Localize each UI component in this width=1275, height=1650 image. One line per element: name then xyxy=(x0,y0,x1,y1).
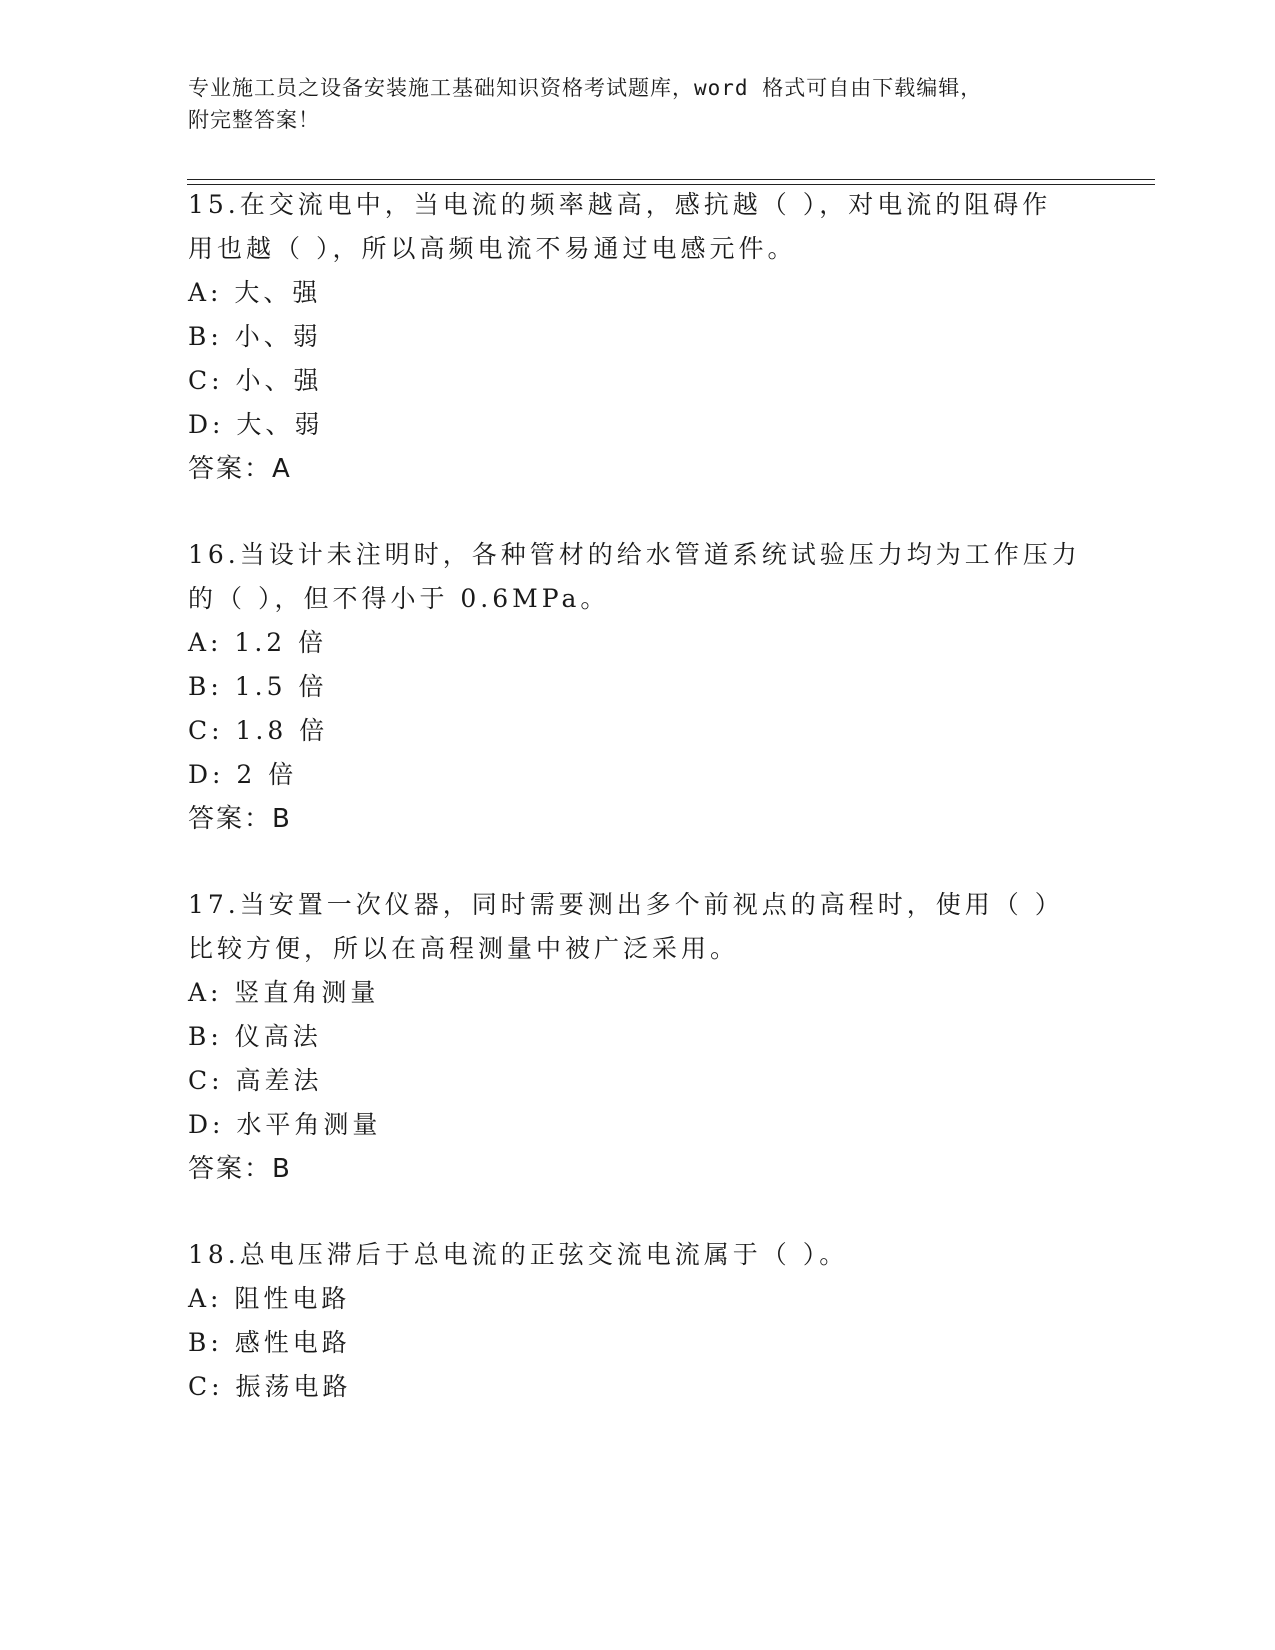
question-18-option-c: C: 振荡电路 xyxy=(188,1372,352,1401)
question-17-option-d: D: 水平角测量 xyxy=(188,1110,382,1139)
question-17-stem-line-1: 17.当安置一次仪器，同时需要测出多个前视点的高程时，使用（ ） xyxy=(188,890,1064,919)
header-divider-top xyxy=(187,179,1155,180)
question-15-option-c: C: 小、强 xyxy=(188,366,323,395)
question-15-option-a: A: 大、强 xyxy=(188,278,322,307)
question-18-option-b: B: 感性电路 xyxy=(188,1328,351,1357)
question-16-answer: 答案：B xyxy=(188,804,292,834)
question-17-option-c: C: 高差法 xyxy=(188,1066,323,1095)
question-17-option-b: B: 仪高法 xyxy=(188,1022,322,1051)
header-divider-bottom xyxy=(187,184,1155,185)
question-16-stem-line-1: 16.当设计未注明时，各种管材的给水管道系统试验压力均为工作压力 xyxy=(188,540,1081,569)
document-header xyxy=(188,72,1088,136)
question-16-option-c: C: 1.8 倍 xyxy=(188,716,329,745)
question-15-stem-line-1: 15.在交流电中，当电流的频率越高，感抗越（ ），对电流的阻碍作 xyxy=(188,190,1052,219)
question-18-stem-line-1: 18.总电压滞后于总电流的正弦交流电流属于（ ）。 xyxy=(188,1240,849,1269)
question-17-stem-line-2: 比较方便，所以在高程测量中被广泛采用。 xyxy=(188,934,740,963)
question-15-option-d: D: 大、弱 xyxy=(188,410,324,439)
question-15-answer: 答案：A xyxy=(188,454,292,484)
question-16-stem-line-2: 的（ ），但不得小于 0.6MPa。 xyxy=(188,584,610,613)
question-15-option-b: B: 小、弱 xyxy=(188,322,322,351)
question-16-option-b: B: 1.5 倍 xyxy=(188,672,328,701)
header-line-2: 附完整答案！ xyxy=(188,108,320,132)
question-16-option-d: D: 2 倍 xyxy=(188,760,298,789)
question-18-option-a: A: 阻性电路 xyxy=(188,1284,351,1313)
question-15-stem-line-2: 用也越（ ），所以高频电流不易通过电感元件。 xyxy=(188,234,797,263)
header-line-1: 专业施工员之设备安装施工基础知识资格考试题库，word 格式可自由下载编辑， xyxy=(188,76,983,100)
question-17-option-a: A: 竖直角测量 xyxy=(188,978,380,1007)
question-16-option-a: A: 1.2 倍 xyxy=(188,628,328,657)
question-17-answer: 答案：B xyxy=(188,1154,292,1184)
